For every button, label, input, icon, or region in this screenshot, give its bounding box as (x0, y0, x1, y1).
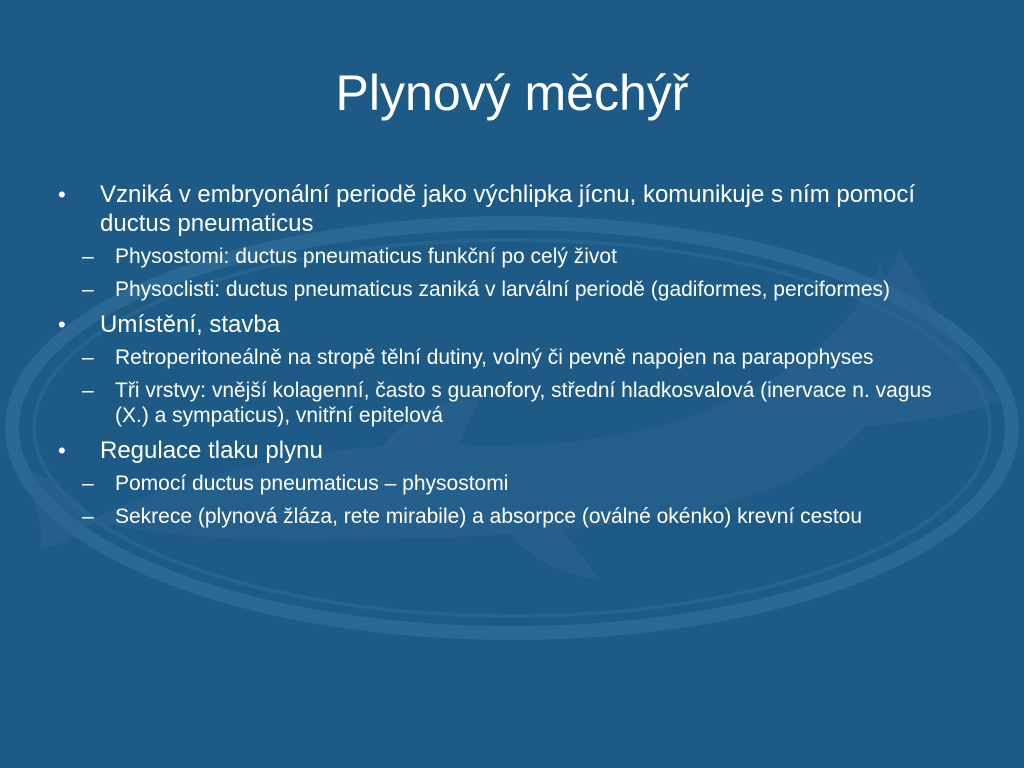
sub-bullet-list (82, 471, 968, 529)
sub-bullet-item (70, 277, 968, 302)
bullet-text: Regulace tlaku plynu (100, 437, 323, 464)
sub-bullet-item (70, 244, 968, 269)
sub-bullet-dash: – (82, 379, 94, 402)
sub-bullet-dash: – (82, 472, 94, 495)
bullet-text: Umístění, stavba (100, 311, 281, 338)
sub-bullet-text: Tři vrstvy: vnější kolagenní, často s guanofory, střední hladkosvalová (inervace n. vagus (X.) a sympaticus), vnitřní epitelová (115, 379, 932, 427)
sub-bullet-text: Pomocí ductus pneumaticus – physostomi (115, 472, 509, 495)
sub-bullet-item (70, 345, 968, 370)
sub-bullet-text: Retroperitoneálně na stropě tělní dutiny, volný či pevně napojen na parapophyses (115, 346, 874, 369)
bullet-item (58, 180, 968, 302)
bullet-dot: • (58, 182, 66, 207)
sub-bullet-dash: – (82, 505, 94, 528)
bullet-dot: • (58, 438, 66, 463)
sub-bullet-item (70, 378, 968, 428)
sub-bullet-text: Physoclisti: ductus pneumaticus zaniká v larvální periodě (gadiformes, perciformes) (115, 278, 891, 301)
sub-bullet-text: Sekrece (plynová žláza, rete mirabile) a absorpce (oválné okénko) krevní cestou (115, 505, 863, 528)
sub-bullet-text: Physostomi: ductus pneumaticus funkční po celý život (115, 245, 617, 268)
sub-bullet-dash: – (82, 278, 94, 301)
sub-bullet-list (82, 345, 968, 428)
slide-content (58, 180, 968, 537)
slide-title: Plynový měchýř (335, 65, 689, 121)
bullet-dot: • (58, 312, 66, 337)
bullet-item (58, 436, 968, 529)
sub-bullet-dash: – (82, 245, 94, 268)
bullet-list (58, 180, 968, 529)
sub-bullet-item (70, 471, 968, 496)
bullet-item (58, 310, 968, 428)
bullet-text: Vzniká v embryonální periodě jako výchlipka jícnu, komunikuje s ním pomocí ductus pneumaticus (100, 181, 916, 237)
sub-bullet-list (82, 244, 968, 302)
sub-bullet-dash: – (82, 346, 94, 369)
sub-bullet-item (70, 504, 968, 529)
